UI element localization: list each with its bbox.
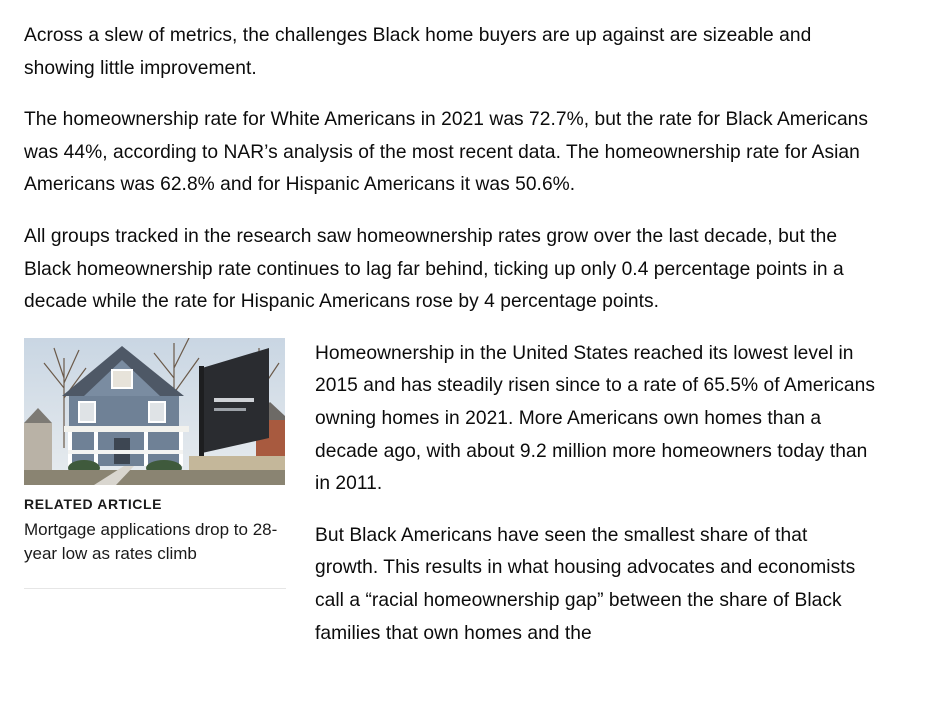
related-article-card bbox=[24, 338, 286, 589]
paragraph-3: All groups tracked in the research saw homeownership rates grow over the last decade, but the Black homeownership rate continues to lag far behind, ticking up only 0.4 percentage points in a decade while the rate for Hispanic Americans rose by 4 percentage points. bbox=[24, 225, 844, 313]
paragraph-1: Across a slew of metrics, the challenges Black home buyers are up against are sizeable and showing little improvement. bbox=[24, 25, 812, 79]
paragraph-2: The homeownership rate for White Americans in 2021 was 72.7%, but the rate for Black Americans was 44%, according to NAR’s analysis of the most recent data. The homeownership rate for Asian Americans was 62.8% and for Hispanic Americans it was 50.6%. bbox=[24, 109, 869, 196]
related-article-link[interactable] bbox=[24, 338, 286, 589]
paragraph-4: Homeownership in the United States reached its lowest level in 2015 and has steadily risen since to a rate of 65.5% of Americans owning homes in 2021. More Americans own homes than a decade ago, with about 9.2 million more homeowners today than in 2011. bbox=[315, 342, 876, 495]
house-photo-icon bbox=[24, 338, 285, 485]
related-article-title[interactable]: Mortgage applications drop to 28-year low as rates climb bbox=[24, 518, 286, 589]
related-article-image[interactable] bbox=[24, 338, 285, 485]
related-row bbox=[24, 338, 904, 650]
wrapped-text-column bbox=[315, 338, 875, 650]
article-body bbox=[24, 20, 904, 669]
related-article-kicker: RELATED ARTICLE bbox=[24, 495, 163, 512]
paragraph-5: But Black Americans have seen the smallest share of that growth. This results in what housing advocates and economists call a “racial homeownership gap” between the share of Black families that own homes and the bbox=[315, 524, 856, 644]
